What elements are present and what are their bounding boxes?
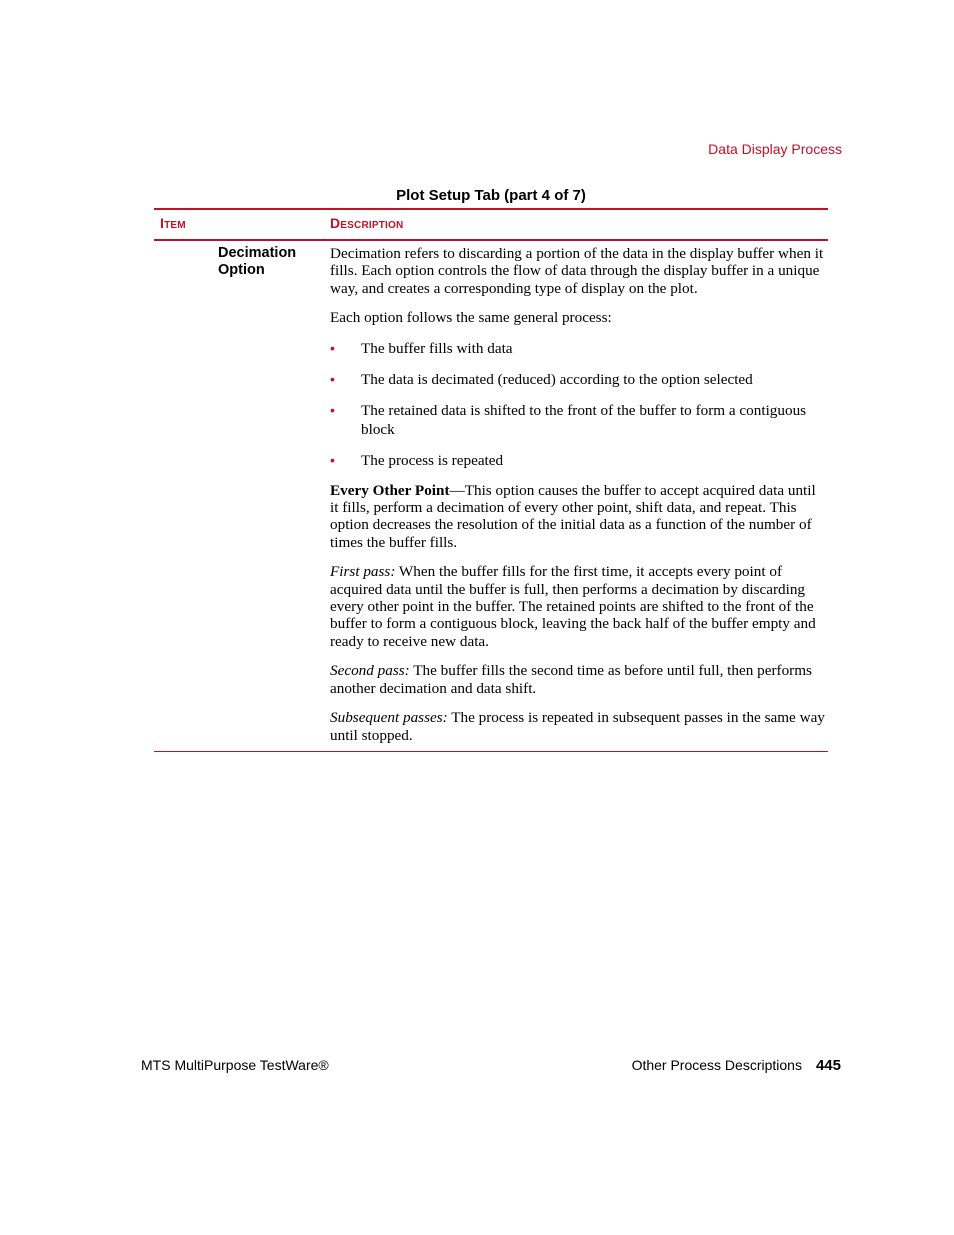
table-header-rule [154, 239, 828, 241]
list-item-text: The retained data is shifted to the front of the buffer to form a contiguous block [361, 401, 807, 438]
list-item [330, 451, 826, 470]
column-header-item: Item [160, 215, 186, 231]
bullet-icon: • [330, 401, 335, 418]
every-other-point-text: —This option causes the buffer to accept acquired data until it fills, perform a decimation of every other point, shift data, and repeat. This option decreases the resolution of the initial data as a function of the number of times the buffer fills. [330, 481, 816, 551]
item-name [218, 245, 318, 279]
bullet-icon: • [330, 451, 335, 468]
description-cell [330, 245, 826, 756]
list-item-text: The process is repeated [361, 451, 504, 469]
intro-paragraph: Decimation refers to discarding a portion of the data in the display buffer when it fills. Each option controls the flow of data through the display buffer in a unique way, and creates a corresponding type of display on the plot. [330, 245, 824, 297]
bullet-icon: • [330, 339, 335, 356]
second-pass-term: Second pass: [330, 662, 410, 680]
footer-chapter: Other Process Descriptions [631, 1057, 802, 1073]
every-other-point-paragraph [330, 482, 826, 552]
second-pass-text: The buffer fills the second time as before until full, then performs another decimation and data shift. [330, 662, 812, 697]
list-item-text: The buffer fills with data [361, 339, 513, 357]
subsequent-passes-text: The process is repeated in subsequent passes in the same way until stopped. [330, 709, 825, 744]
item-name-line2: Option [218, 262, 265, 278]
list-item-text: The data is decimated (reduced) according to the option selected [361, 370, 753, 388]
subsequent-passes-term: Subsequent passes: [330, 709, 448, 727]
running-header: Data Display Process [708, 141, 842, 157]
list-item [330, 339, 826, 358]
every-other-point-term: Every Other Point [330, 481, 450, 499]
second-pass-paragraph [330, 662, 826, 697]
list-item [330, 401, 826, 439]
footer-product: MTS MultiPurpose TestWare® [141, 1057, 329, 1073]
subsequent-passes-paragraph [330, 709, 826, 744]
column-header-description: Description [330, 215, 404, 231]
table-top-rule [154, 208, 828, 210]
item-name-line1: Decimation [218, 245, 297, 261]
first-pass-paragraph [330, 563, 826, 650]
bullet-icon: • [330, 370, 335, 387]
list-item [330, 370, 826, 389]
process-steps-list [330, 339, 826, 470]
table-bottom-rule [154, 751, 828, 752]
footer-right [632, 1057, 841, 1074]
table-title: Plot Setup Tab (part 4 of 7) [396, 187, 586, 204]
first-pass-term: First pass: [330, 563, 396, 581]
process-lead: Each option follows the same general process: [330, 309, 612, 327]
first-pass-text: When the buffer fills for the first time, it accepts every point of acquired data until the buffer is full, then performs a decimation by discarding every other point in the buffer. The retained points are shifted to the front of the buffer to form a contiguous block, leaving the back half of the buffer empty and ready to receive new data. [330, 563, 816, 650]
page-number: 445 [815, 1057, 841, 1074]
